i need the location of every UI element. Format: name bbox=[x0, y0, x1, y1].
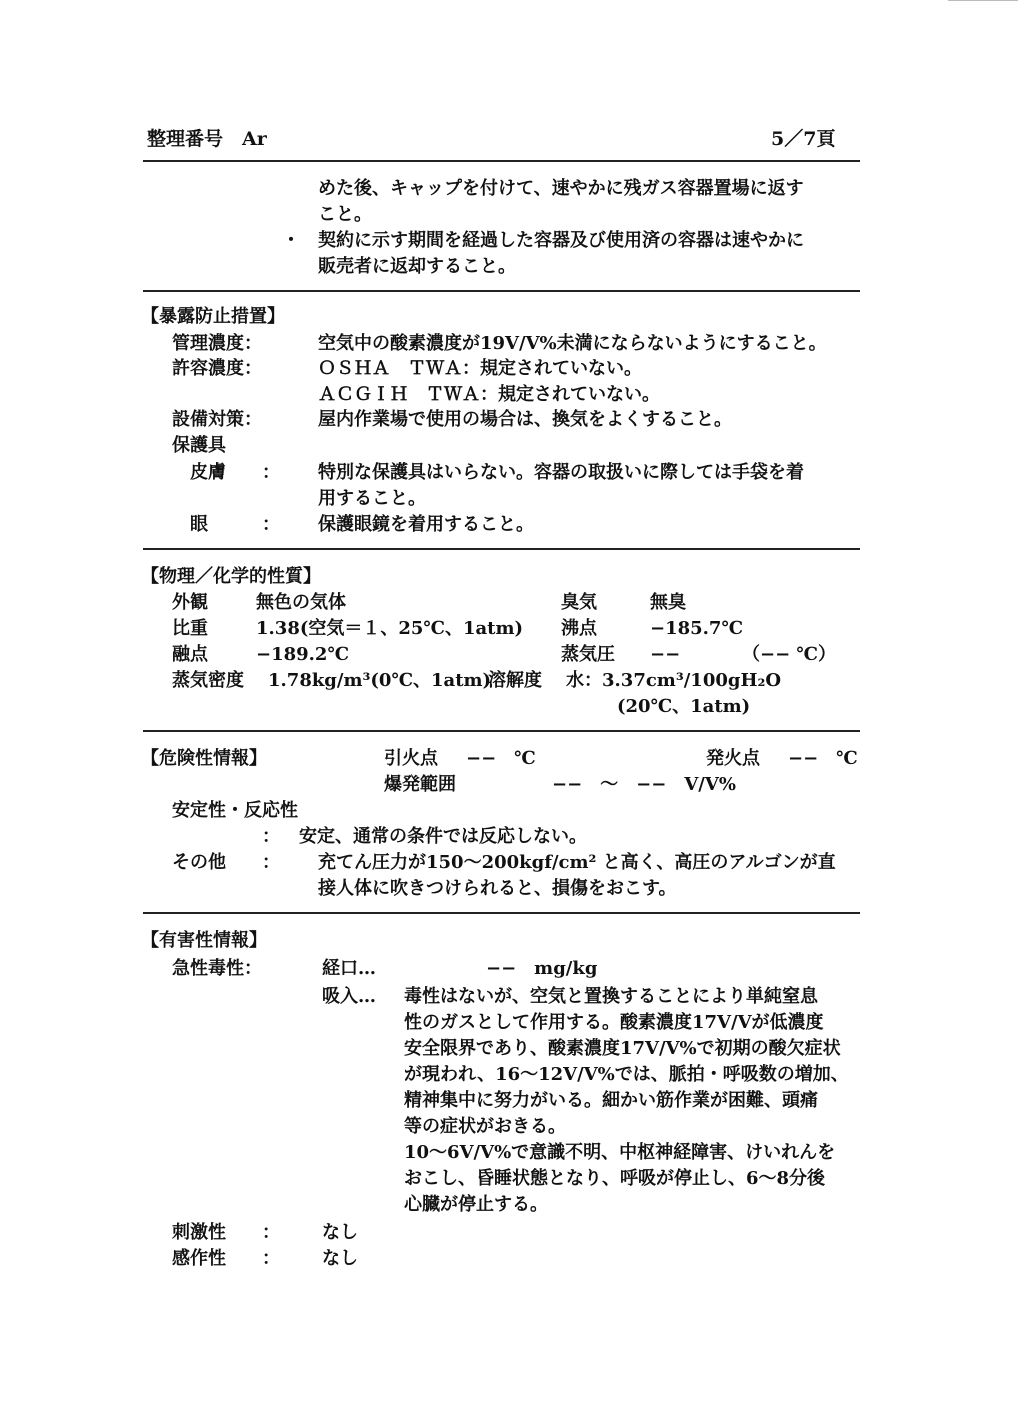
section-divider bbox=[143, 912, 860, 914]
other-colon: ： bbox=[262, 852, 280, 873]
melting-point-label: 融点 bbox=[172, 644, 208, 665]
irritation-value: なし bbox=[322, 1222, 358, 1243]
page-number: 5／7頁 bbox=[771, 128, 836, 150]
intro-line-4: 販売者に返却すること。 bbox=[318, 256, 516, 277]
vapor-pressure-label: 蒸気圧 bbox=[561, 644, 615, 665]
eye-colon: ： bbox=[262, 514, 280, 535]
other-value-line-1: 充てん圧力が150〜200kgf/cm² と高く、高圧のアルゴンが直 bbox=[318, 852, 836, 873]
inhalation-line: 心臓が停止する。 bbox=[404, 1194, 548, 1215]
equipment-value: 屋内作業場で使用の場合は、換気をよくすること。 bbox=[318, 409, 732, 430]
specific-gravity-label: 比重 bbox=[172, 618, 208, 639]
equipment-label: 設備対策： bbox=[172, 409, 262, 430]
inhalation-line: 毒性はないが、空気と置換することにより単純窒息 bbox=[404, 986, 818, 1007]
irritation-label: 刺激性 bbox=[172, 1222, 226, 1243]
hazard-heading: 【危険性情報】 bbox=[141, 748, 267, 769]
eye-label: 眼 bbox=[190, 514, 208, 535]
specific-gravity-value: 1.38(空気＝１、25℃、1atm) bbox=[256, 618, 524, 639]
inhalation-line: 精神集中に努力がいる。細かい筋作業が困難、頭痛 bbox=[404, 1090, 818, 1111]
explosive-range-value: −− 〜 −− V/V% bbox=[552, 774, 736, 795]
inhalation-line: が現われ、16〜12V/V%では、脈拍・呼吸数の増加、 bbox=[404, 1064, 849, 1085]
control-concentration-label: 管理濃度： bbox=[172, 333, 262, 354]
sensitization-colon: ： bbox=[262, 1248, 280, 1269]
intro-line-3: 契約に示す期間を経過した容器及び使用済の容器は速やかに bbox=[318, 230, 804, 251]
sensitization-value: なし bbox=[322, 1248, 358, 1269]
inhalation-line: 10〜6V/V%で意識不明、中枢神経障害、けいれんを bbox=[404, 1142, 836, 1163]
sensitization-label: 感作性 bbox=[172, 1248, 226, 1269]
appearance-label: 外観 bbox=[172, 592, 208, 613]
inhalation-label: 吸入… bbox=[322, 986, 376, 1007]
solubility-conditions: (20℃、1atm) bbox=[617, 696, 751, 717]
flash-point-value: −− ℃ bbox=[466, 748, 536, 769]
control-concentration-value: 空気中の酸素濃度が19V/V%未満にならないようにすること。 bbox=[318, 333, 827, 354]
skin-colon: ： bbox=[262, 462, 280, 483]
header-divider bbox=[143, 160, 860, 162]
oral-label: 経口… bbox=[322, 958, 376, 979]
inhalation-line: 性のガスとして作用する。酸素濃度17V/Vが低濃度 bbox=[404, 1012, 824, 1033]
skin-value-line-2: 用すること。 bbox=[318, 488, 426, 509]
intro-line-1: めた後、キャップを付けて、速やかに残ガス容器置場に返す bbox=[318, 178, 804, 199]
vapor-pressure-value: −− bbox=[650, 644, 681, 665]
scan-edge-mark bbox=[948, 0, 1018, 11]
osha-twa: ＯＳＨＡ ＴＷＡ：規定されていない。 bbox=[318, 358, 642, 379]
vapor-pressure-temp: （−− ℃） bbox=[742, 644, 836, 665]
vapor-density-value: 1.78kg/m³(0℃、1atm) bbox=[268, 670, 492, 691]
acgih-twa: ＡＣＧＩＨ ＴＷＡ：規定されていない。 bbox=[318, 384, 660, 405]
skin-value-line-1: 特別な保護具はいらない。容器の取扱いに際しては手袋を着 bbox=[318, 462, 804, 483]
oral-value: −− mg/kg bbox=[486, 958, 598, 979]
inhalation-line: 安全限界であり、酸素濃度17V/V%で初期の酸欠症状 bbox=[404, 1038, 841, 1059]
other-label: その他 bbox=[172, 852, 226, 873]
stability-value: 安定、通常の条件では反応しない。 bbox=[299, 826, 587, 847]
melting-point-value: −189.2℃ bbox=[256, 644, 350, 665]
skin-label: 皮膚 bbox=[190, 462, 226, 483]
odor-label: 臭気 bbox=[561, 592, 597, 613]
bullet-mark: ・ bbox=[282, 230, 300, 251]
solubility-value: 水：3.37cm³/100gH₂O bbox=[566, 670, 782, 691]
flash-point-label: 引火点 bbox=[384, 748, 438, 769]
physical-heading: 【物理／化学的性質】 bbox=[141, 566, 321, 587]
document-number: 整理番号 Ar bbox=[147, 128, 267, 150]
protective-equipment-label: 保護具 bbox=[172, 435, 226, 456]
inhalation-line: おこし、昏睡状態となり、呼吸が停止し、6〜8分後 bbox=[404, 1168, 826, 1189]
odor-value: 無臭 bbox=[650, 592, 686, 613]
ignition-point-value: −− ℃ bbox=[788, 748, 858, 769]
intro-line-2: こと。 bbox=[318, 204, 372, 225]
irritation-colon: ： bbox=[262, 1222, 280, 1243]
ignition-point-label: 発火点 bbox=[706, 748, 760, 769]
inhalation-line: 等の症状がおきる。 bbox=[404, 1116, 566, 1137]
section-divider bbox=[143, 290, 860, 292]
exposure-heading: 【暴露防止措置】 bbox=[141, 306, 285, 327]
vapor-density-label: 蒸気密度 bbox=[172, 670, 244, 691]
stability-colon: ： bbox=[262, 826, 280, 847]
section-divider bbox=[143, 730, 860, 732]
boiling-point-value: −185.7℃ bbox=[650, 618, 744, 639]
eye-value: 保護眼鏡を着用すること。 bbox=[318, 514, 534, 535]
explosive-range-label: 爆発範囲 bbox=[384, 774, 456, 795]
toxicity-heading: 【有害性情報】 bbox=[141, 930, 267, 951]
permissible-concentration-label: 許容濃度： bbox=[172, 358, 262, 379]
section-divider bbox=[143, 548, 860, 550]
boiling-point-label: 沸点 bbox=[561, 618, 597, 639]
other-value-line-2: 接人体に吹きつけられると、損傷をおこす。 bbox=[318, 878, 677, 899]
appearance-value: 無色の気体 bbox=[256, 592, 346, 613]
solubility-label: 溶解度 bbox=[488, 670, 542, 691]
acute-toxicity-label: 急性毒性： bbox=[172, 958, 262, 979]
stability-label: 安定性・反応性 bbox=[172, 800, 298, 821]
